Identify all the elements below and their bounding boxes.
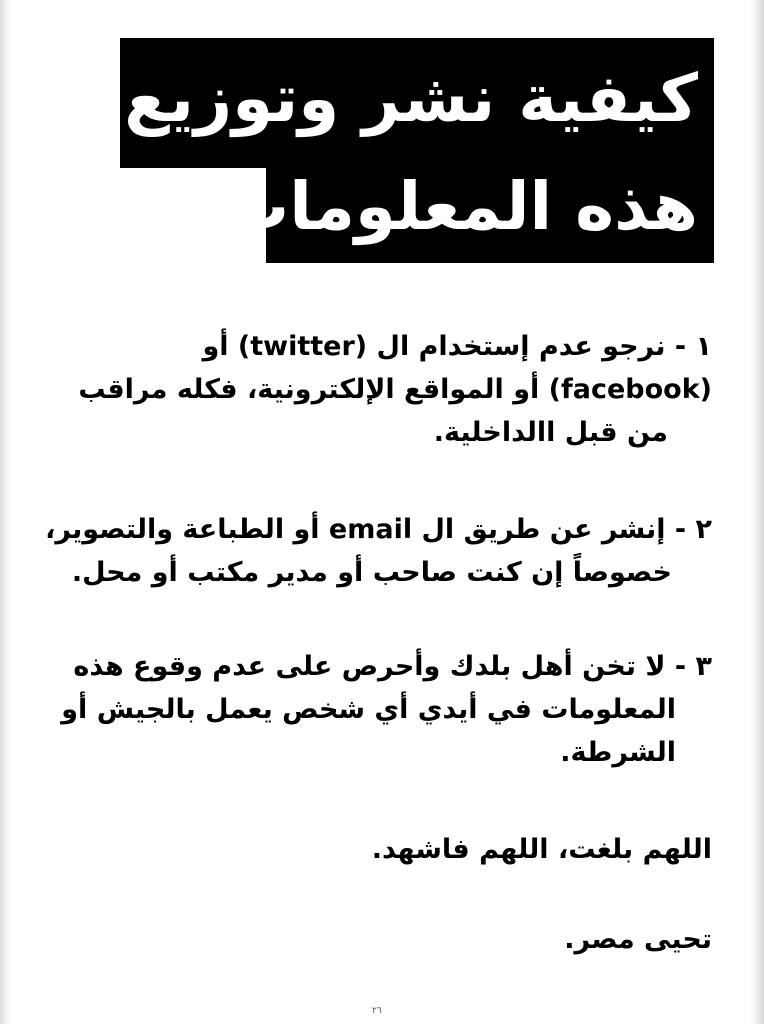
instruction-3-line-1: ٣ - لا تخن أهل بلدك وأحرص على عدم وقوع هذه: [73, 651, 712, 682]
instruction-3-line-2: المعلومات في أيدي أي شخص يعمل بالجيش أو: [61, 694, 676, 725]
instruction-item-2: [45, 508, 712, 594]
closing-prayer-text: اللهم بلغت، اللهم فاشهد.: [371, 834, 712, 865]
title-banner-line-1: [120, 38, 714, 168]
instruction-1-line-3: من قبل االداخلية.: [433, 417, 668, 448]
closing-salute-text: تحيى مصر.: [564, 924, 712, 955]
instruction-2-line-2: خصوصاً إن كنت صاحب أو مدير مكتب أو محل.: [71, 557, 672, 588]
instruction-item-3: [62, 645, 712, 774]
instruction-item-1: [62, 325, 712, 454]
instruction-1-line-1: ١ - نرجو عدم إستخدام ال (twitter) أو: [202, 331, 712, 362]
page-number: ٢٦: [372, 1006, 382, 1016]
page-edge-right: [750, 0, 764, 1024]
closing-prayer: [62, 828, 712, 871]
instruction-3-line-3: الشرطة.: [560, 737, 676, 768]
title-line-2: هذه المعلومات: [222, 168, 698, 245]
page-edge-left: [0, 0, 12, 1024]
closing-salute: [62, 918, 712, 961]
instruction-2-line-1: ٢ - إنشر عن طريق ال email أو الطباعة والتصوير،: [45, 514, 712, 545]
title-line-1: كيفية نشر وتوزيع: [124, 60, 698, 137]
title-banner-line-2: [222, 160, 714, 263]
instruction-1-line-2: (facebook) أو المواقع الإلكترونية، فكله مراقب: [78, 374, 712, 405]
